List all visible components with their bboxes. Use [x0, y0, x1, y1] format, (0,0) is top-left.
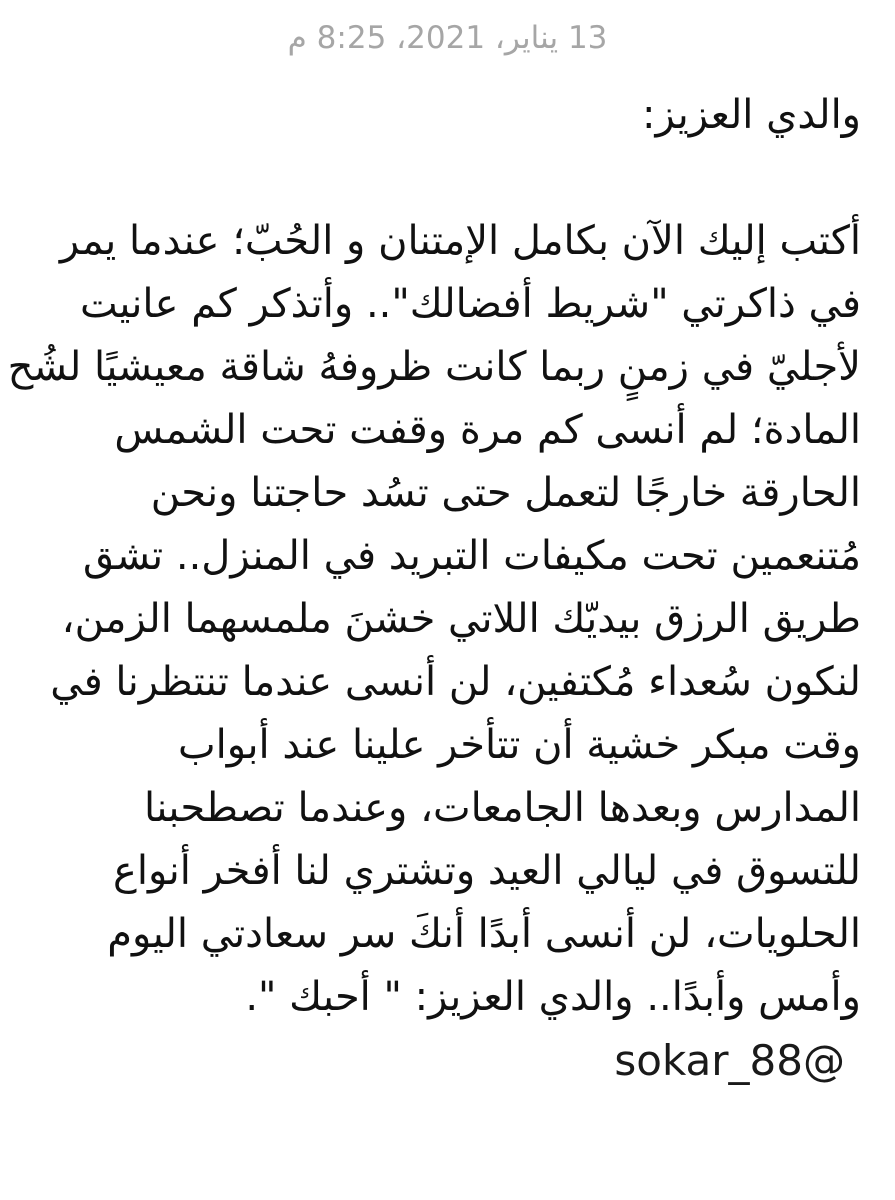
note-line: المدارس وبعدها الجامعات، وعندما تصطحبنا [144, 785, 861, 831]
note-line: مُتنعمين تحت مكيفات التبريد في المنزل.. تشق [82, 533, 861, 579]
note-line: في ذاكرتي "شريط أفضالك".. وأتذكر كم عانيت [79, 281, 861, 327]
blank-line [29, 147, 861, 210]
note-line: المادة؛ لم أنسى كم مرة وقفت تحت الشمس [114, 407, 861, 453]
note-line: وقت مبكر خشية أن تتأخر علينا عند أبواب [177, 722, 861, 768]
note-timestamp: 13 يناير، 2021، 8:25 م [287, 20, 608, 56]
note-line: لنكون سُعداء مُكتفين، لن أنسى عندما تنتظرنا في [50, 659, 861, 705]
note-line: طريق الرزق بيديّك اللاتي خشنَ ملمسهما الزمن، [61, 596, 861, 642]
note-line: الحارقة خارجًا لتعمل حتى تسُد حاجتنا ونحن [150, 470, 861, 516]
note-signature: sokar_88@ [614, 1036, 845, 1085]
note-line: لأجليّ في زمنٍ ربما كانت ظروفهُ شاقة معيشيًا لشُح [7, 344, 861, 390]
note-line: للتسوق في ليالي العيد وتشتري لنا أفخر أنواع [112, 848, 861, 894]
note-body[interactable] [7, 84, 861, 1029]
note-greeting: والدي العزيز: [642, 92, 861, 138]
note-line: أكتب إليك الآن بكامل الإمتنان و الحُبّ؛ عندما يمر [59, 218, 861, 264]
note-line: الحلويات، لن أنسى أبدًا أنكَ سر سعادتي اليوم [107, 911, 861, 957]
note-line: وأمس وأبدًا.. والدي العزيز: " أحبك ". [245, 974, 861, 1020]
